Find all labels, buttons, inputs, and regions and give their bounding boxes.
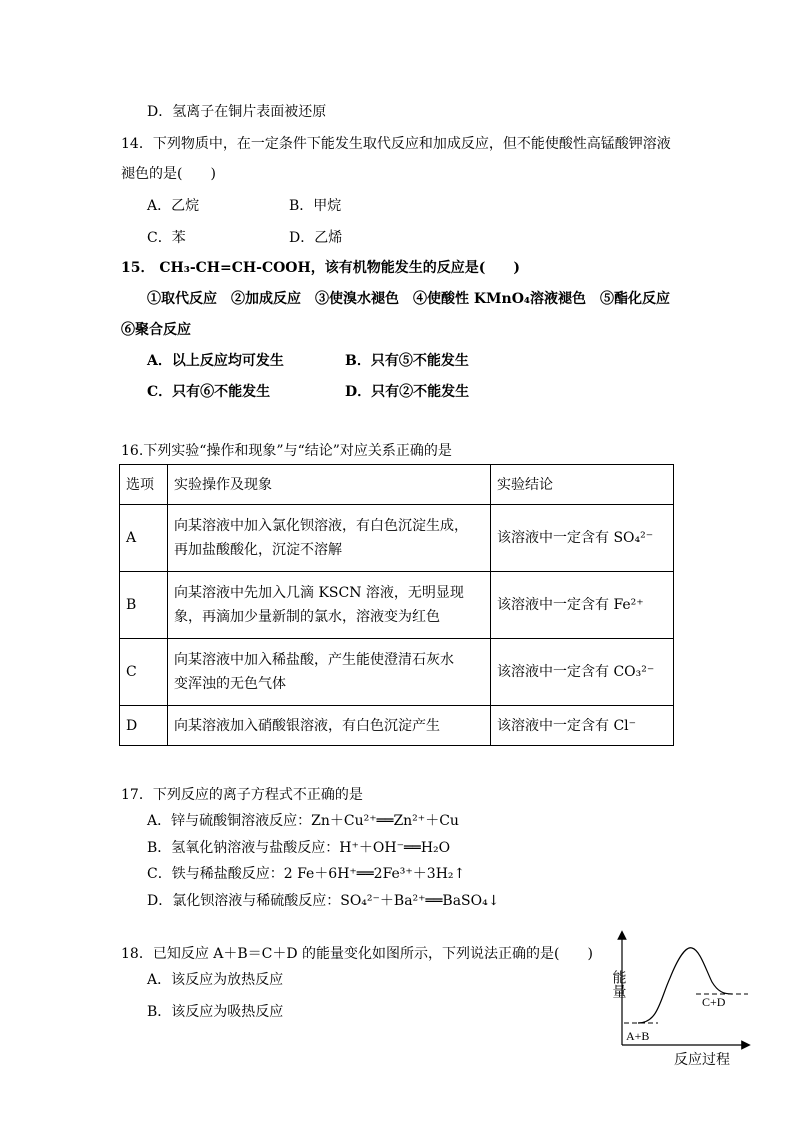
q18-stem: 18．已知反应 A＋B＝C＋D 的能量变化如图所示，下列说法正确的是( ) — [121, 946, 593, 962]
row-operation-line: 向某溶液中加入氯化钡溶液，有白色沉淀生成， — [174, 518, 468, 534]
row-conclusion: 该溶液中一定含有 Cl⁻ — [491, 706, 674, 746]
row-operation-line: 向某溶液中加入稀盐酸，产生能使澄清石灰水 — [174, 652, 454, 668]
x-axis-label: 反应过程 — [674, 1053, 730, 1068]
q15-option-c: C．只有⑥不能发生 — [147, 384, 271, 400]
q13-option-d: D．氢离子在铜片表面被还原 — [147, 104, 327, 120]
row-operation-line: 再加盐酸酸化，沉淀不溶解 — [174, 542, 342, 558]
row-operation-line: 向某溶液加入硝酸银溶液，有白色沉淀产生 — [174, 717, 440, 734]
row-operation — [168, 505, 491, 572]
q14-option-b: B．甲烷 — [289, 198, 342, 214]
q14-option-d: D．乙烯 — [289, 230, 343, 246]
q15-option-a: A．以上反应均可发生 — [147, 353, 284, 369]
header-operation: 实验操作及现象 — [168, 465, 491, 505]
row-conclusion: 该溶液中一定含有 Fe²⁺ — [491, 572, 674, 639]
q18-option-a: A．该反应为放热反应 — [147, 972, 284, 988]
q17-option-d: D．氯化钡溶液与稀硫酸反应：SO₄²⁻＋Ba²⁺══BaSO₄↓ — [147, 893, 500, 909]
q15-reactions-line2: ⑥聚合反应 — [121, 322, 191, 338]
product-label: C+D — [702, 995, 726, 1009]
q16-table — [119, 464, 674, 746]
row-option: D — [120, 706, 168, 746]
q14-option-a: A．乙烷 — [147, 198, 200, 214]
table-row — [120, 572, 674, 639]
header-conclusion: 实验结论 — [491, 465, 674, 505]
q17-stem: 17．下列反应的离子方程式不正确的是 — [121, 787, 363, 803]
q14-stem-line2: 褪色的是( ) — [121, 166, 216, 182]
q15-option-b: B．只有⑤不能发生 — [345, 353, 469, 369]
q17-option-c: C．铁与稀盐酸反应：2 Fe＋6H⁺══2Fe³⁺＋3H₂↑ — [147, 866, 466, 882]
row-operation-line: 象，再滴加少量新制的氯水，溶液变为红色 — [174, 609, 440, 625]
q17-option-b: B．氢氧化钠溶液与盐酸反应：H⁺＋OH⁻══H₂O — [147, 840, 451, 856]
q15-stem: 15． CH₃-CH=CH-COOH，该有机物能发生的反应是( ) — [121, 260, 520, 276]
q16-stem: 16.下列实验“操作和现象”与“结论”对应关系正确的是 — [121, 443, 452, 459]
row-operation — [168, 639, 491, 706]
row-operation-line: 变浑浊的无色气体 — [174, 676, 286, 692]
q14-stem-line1: 14．下列物质中，在一定条件下能发生取代反应和加成反应，但不能使酸性高锰酸钾溶液 — [121, 136, 671, 152]
q14-option-c: C．苯 — [147, 230, 186, 246]
table-row — [120, 639, 674, 706]
table-row — [120, 505, 674, 572]
q15-reactions-line1: ①取代反应 ②加成反应 ③使溴水褪色 ④使酸性 KMnO₄溶液褪色 ⑤酯化反应 — [147, 291, 671, 307]
energy-diagram — [598, 930, 768, 1075]
table-row — [120, 706, 674, 746]
q18-option-b: B．该反应为吸热反应 — [147, 1004, 284, 1020]
row-operation — [168, 706, 491, 746]
q17-option-a: A．锌与硫酸铜溶液反应：Zn＋Cu²⁺══Zn²⁺＋Cu — [147, 813, 459, 829]
table-header-row — [120, 465, 674, 505]
header-option: 选项 — [120, 465, 168, 505]
row-option: A — [120, 505, 168, 572]
q15-option-d: D．只有②不能发生 — [345, 384, 470, 400]
energy-curve — [638, 948, 732, 1023]
row-operation-line: 向某溶液中先加入几滴 KSCN 溶液，无明显现 — [174, 585, 464, 601]
row-option: C — [120, 639, 168, 706]
row-operation — [168, 572, 491, 639]
y-axis-label: 能量 — [610, 970, 626, 998]
row-option: B — [120, 572, 168, 639]
row-conclusion: 该溶液中一定含有 CO₃²⁻ — [491, 639, 674, 706]
row-conclusion: 该溶液中一定含有 SO₄²⁻ — [491, 505, 674, 572]
reactant-label: A+B — [626, 1029, 650, 1043]
